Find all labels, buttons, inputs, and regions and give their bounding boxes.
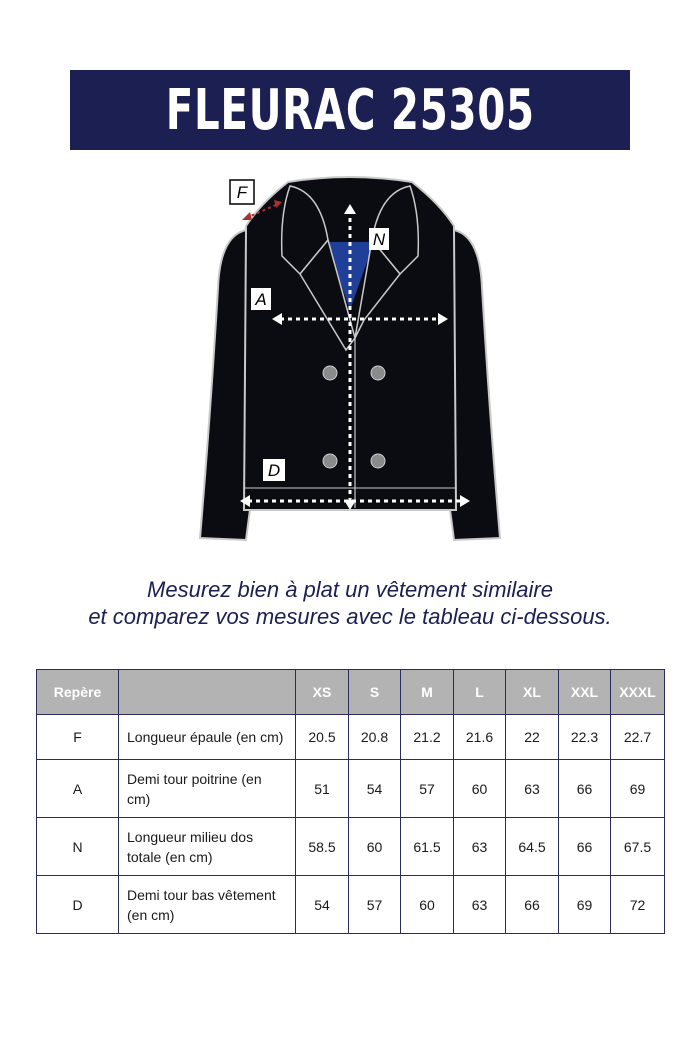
- table-row: [37, 715, 665, 760]
- value-cell: 20.8: [349, 715, 401, 760]
- value-cell: 57: [349, 876, 401, 934]
- value-cell: 66: [559, 760, 611, 818]
- repere-cell: A: [37, 760, 119, 818]
- value-cell: 60: [454, 760, 506, 818]
- table-row: [37, 760, 665, 818]
- marker-D: [263, 459, 285, 481]
- instructions-line-2: et comparez vos mesures avec le tableau ci-dessous.: [88, 604, 612, 629]
- value-cell: 63: [454, 876, 506, 934]
- header-size: L: [454, 670, 506, 715]
- page-title: FLEURAC 25305: [165, 77, 535, 143]
- value-cell: 20.5: [296, 715, 349, 760]
- table-header-row: [37, 670, 665, 715]
- value-cell: 21.2: [401, 715, 454, 760]
- value-cell: 22.7: [611, 715, 665, 760]
- measuring-instructions: [0, 576, 700, 630]
- value-cell: 57: [401, 760, 454, 818]
- value-cell: 54: [296, 876, 349, 934]
- table-row: [37, 818, 665, 876]
- svg-text:A: A: [255, 290, 267, 309]
- header-repere: Repère: [37, 670, 119, 715]
- title-banner: [70, 70, 630, 150]
- repere-cell: F: [37, 715, 119, 760]
- value-cell: 58.5: [296, 818, 349, 876]
- value-cell: 64.5: [506, 818, 559, 876]
- value-cell: 66: [559, 818, 611, 876]
- svg-text:D: D: [267, 461, 281, 480]
- description-cell: Demi tour poitrine (en cm): [119, 760, 296, 818]
- header-description: [119, 670, 296, 715]
- value-cell: 63: [506, 760, 559, 818]
- value-cell: 22: [506, 715, 559, 760]
- value-cell: 54: [349, 760, 401, 818]
- value-cell: 61.5: [401, 818, 454, 876]
- value-cell: 21.6: [454, 715, 506, 760]
- value-cell: 72: [611, 876, 665, 934]
- description-cell: Longueur épaule (en cm): [119, 715, 296, 760]
- value-cell: 63: [454, 818, 506, 876]
- header-size: XL: [506, 670, 559, 715]
- marker-A: [251, 288, 271, 310]
- value-cell: 67.5: [611, 818, 665, 876]
- header-size: XXL: [559, 670, 611, 715]
- svg-text:N: N: [372, 230, 386, 249]
- header-size: M: [401, 670, 454, 715]
- value-cell: 22.3: [559, 715, 611, 760]
- header-size: XXXL: [611, 670, 665, 715]
- value-cell: 69: [611, 760, 665, 818]
- marker-N: [369, 228, 389, 250]
- instructions-line-1: Mesurez bien à plat un vêtement similaire: [147, 577, 553, 602]
- table-row: [37, 876, 665, 934]
- svg-text:F: F: [236, 183, 248, 202]
- value-cell: 66: [506, 876, 559, 934]
- repere-cell: D: [37, 876, 119, 934]
- value-cell: 51: [296, 760, 349, 818]
- marker-F: [230, 180, 254, 204]
- repere-cell: N: [37, 818, 119, 876]
- description-cell: Longueur milieu dos totale (en cm): [119, 818, 296, 876]
- size-table: [36, 669, 665, 934]
- header-size: S: [349, 670, 401, 715]
- description-cell: Demi tour bas vêtement (en cm): [119, 876, 296, 934]
- jacket-measurement-diagram: [150, 170, 550, 550]
- value-cell: 60: [401, 876, 454, 934]
- value-cell: 69: [559, 876, 611, 934]
- header-size: XS: [296, 670, 349, 715]
- value-cell: 60: [349, 818, 401, 876]
